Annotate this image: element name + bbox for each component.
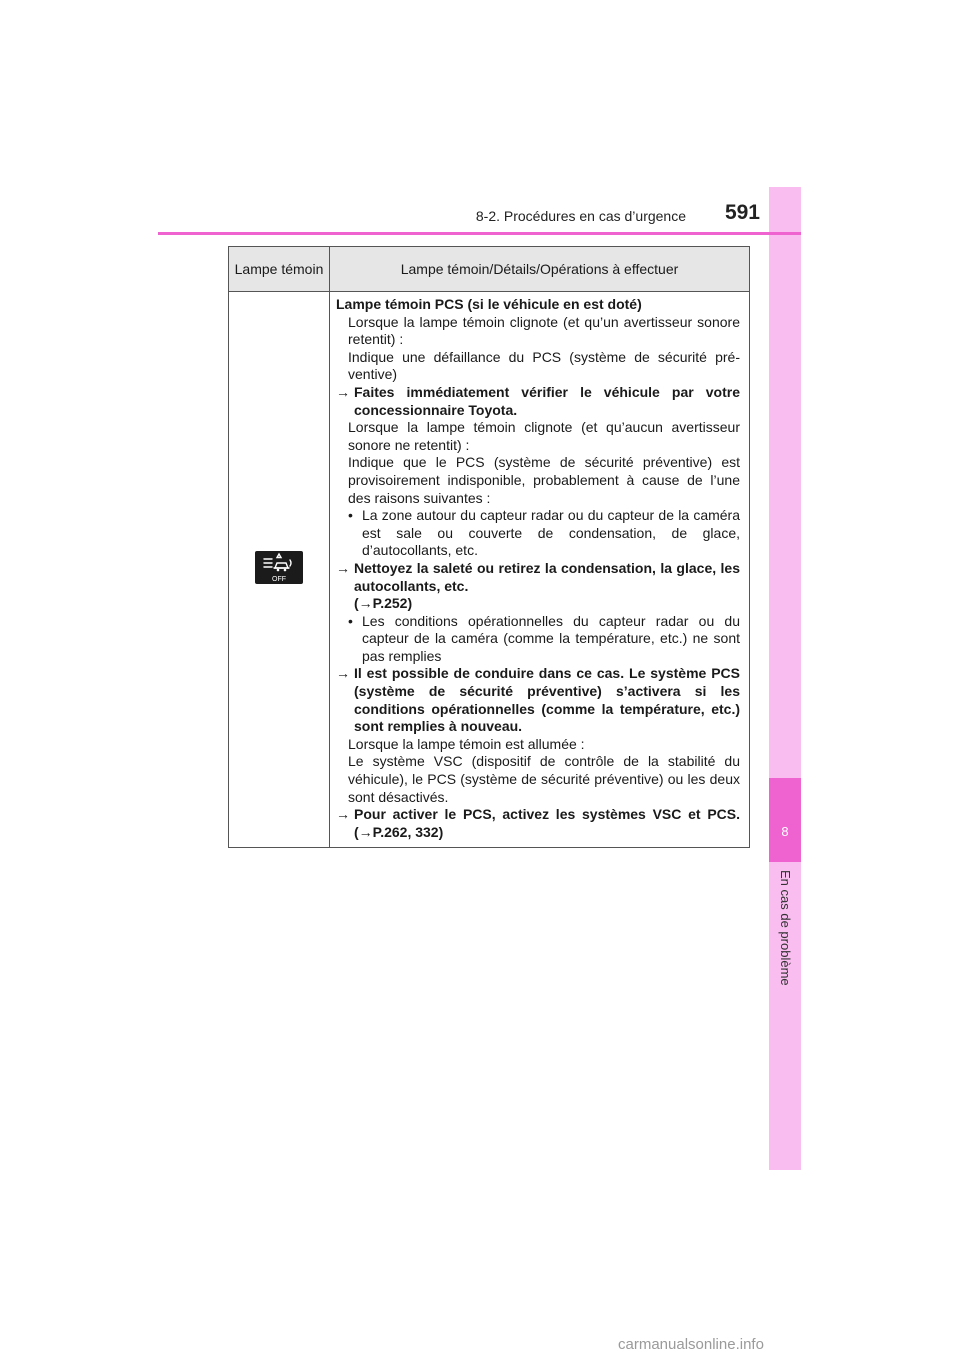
action-text: Pour activer le PCS, activez les systèmes VSC et PCS. (→P.262, 332) [354,806,740,840]
header-rule [158,232,801,235]
action-dealer [336,384,740,419]
chapter-number: 8 [781,824,789,839]
bullet-icon: • [348,507,353,524]
list-item [336,507,740,560]
bullet-text: La zone autour du capteur radar ou du capteur de la caméra est sale ou couverte de condensation, de glace, d’autocollants, etc. [362,507,740,559]
table-row [229,292,750,848]
arrow-icon: → [336,665,350,682]
page-number: 591 [724,201,760,224]
case-flashing-silent-desc: Indique que le PCS (système de sécurité préventive) est provisoirement indisponible, probablement à cause de l’une des raisons suivantes : [348,454,740,506]
icon-off-label: OFF [272,575,286,583]
details-cell [330,292,750,848]
bullet-text: Les conditions opérationnelles du capteur radar ou du capteur de la caméra (comme la température, etc.) ne sont pas remplies [362,612,740,664]
header-lamp: Lampe témoin [229,247,330,292]
warning-lamp-table [228,246,750,848]
lamp-title: Lampe témoin PCS (si le véhicule en est doté) [336,296,642,312]
bullet-icon: • [348,612,353,629]
header-details: Lampe témoin/Détails/Opérations à effectuer [330,247,750,292]
action-clean [336,560,740,595]
section-title: 8-2. Procédures en cas d’urgence [475,208,686,224]
arrow-icon: → [336,383,350,400]
case-lit: Lorsque la lampe témoin est allumée : [348,735,585,752]
case-flashing-alarm: Lorsque la lampe témoin clignote (et qu’un avertisseur sonore retentit) : [348,313,740,348]
lamp-cell [229,292,330,848]
arrow-icon: → [336,559,350,576]
action-text: Il est possible de conduire dans ce cas. Le système PCS (système de sécurité préventive) s’activera si les conditions opérationnelles (comme la température, etc.) sont remplies à nouveau. [354,665,740,735]
chapter-sidebar [769,187,801,1170]
action-drive [336,665,740,735]
action-activate [336,806,740,841]
table-header-row [229,247,750,292]
action-text: Faites immédiatement vérifier le véhicule par votre concessionnaire Toyota. [354,383,740,418]
case-lit-desc: Le système VSC (dispositif de contrôle de la stabilité du véhicule), le PCS (système de sécurité préventive) ou les deux sont désactivés. [348,753,740,805]
chapter-tab [769,778,801,862]
arrow-icon: → [336,806,350,823]
page-reference-link[interactable]: (→P.252) [354,595,413,612]
chapter-title: En cas de problème [778,870,793,986]
case-flashing-silent: Lorsque la lampe témoin clignote (et qu’aucun avertisseur sonore ne retentit) : [348,419,740,453]
watermark: carmanualsonline.info [618,1336,764,1353]
list-item [336,613,740,666]
action-text: Nettoyez la saleté ou retirez la condensation, la glace, les autocollants, etc. [354,559,740,594]
case-flashing-alarm-desc: Indique une défaillance du PCS (système de sécurité préventive) [348,348,740,383]
pcs-off-warning-icon [255,551,303,584]
